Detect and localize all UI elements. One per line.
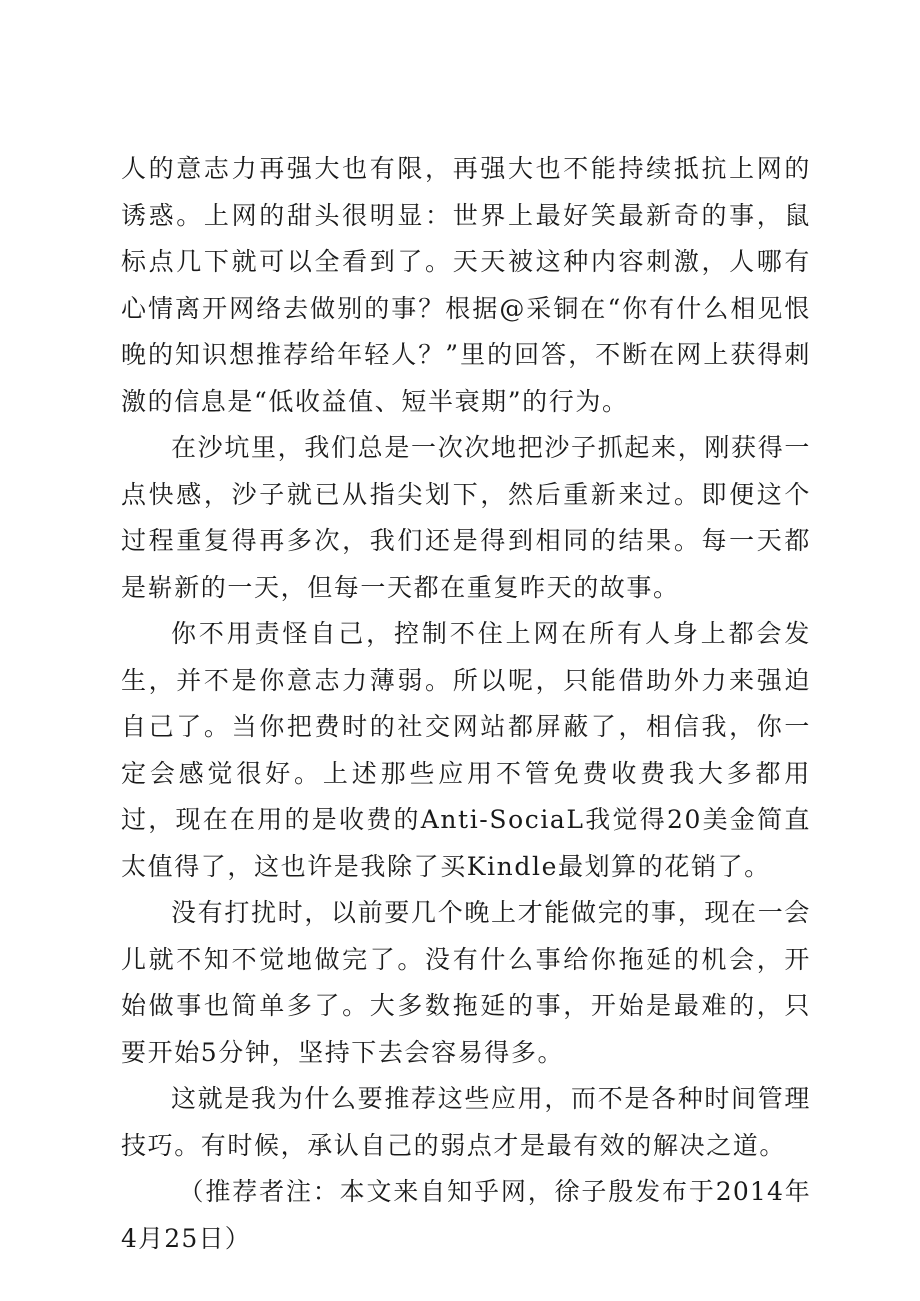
paragraph-4: 没有打扰时，以前要几个晚上才能做完的事，现在一会儿就不知不觉地做完了。没有什么事给你拖延的机会，开始做事也简单多了。大多数拖延的事，开始是最难的，只要开始5分钟，坚持下去会容易得多。 <box>121 898 811 1067</box>
paragraph-1: 人的意志力再强大也有限，再强大也不能持续抵抗上网的诱惑。上网的甜头很明显：世界上最好笑最新奇的事，鼠标点几下就可以全看到了。天天被这种内容刺激，人哪有心情离开网络去做别的事？根据@采铜在“你有什么相见恨晚的知识想推荐给年轻人？”里的回答，不断在网上获得刺激的信息是“低收益值、短半衰期”的行为。 <box>121 154 811 416</box>
paragraph-5: 这就是我为什么要推荐这些应用，而不是各种时间管理技巧。有时候，承认自己的弱点才是最有效的解决之道。 <box>121 1084 811 1160</box>
paragraph-2: 在沙坑里，我们总是一次次地把沙子抓起来，刚获得一点快感，沙子就已从指尖划下，然后重新来过。即便这个过程重复得再多次，我们还是得到相同的结果。每一天都是崭新的一天，但每一天都在重复昨天的故事。 <box>121 433 811 602</box>
recommender-note: （推荐者注：本文来自知乎网，徐子殷发布于2014年4月25日） <box>121 1177 811 1253</box>
paragraph-3: 你不用责怪自己，控制不住上网在所有人身上都会发生，并不是你意志力薄弱。所以呢，只能借助外力来强迫自己了。当你把费时的社交网站都屏蔽了，相信我，你一定会感觉很好。上述那些应用不管免费收费我大多都用过，现在在用的是收费的Anti-SociaL我觉得20美金简直太值得了，这也许是我除了买Kindle最划算的花销了。 <box>121 619 811 881</box>
document-body <box>121 146 811 1262</box>
